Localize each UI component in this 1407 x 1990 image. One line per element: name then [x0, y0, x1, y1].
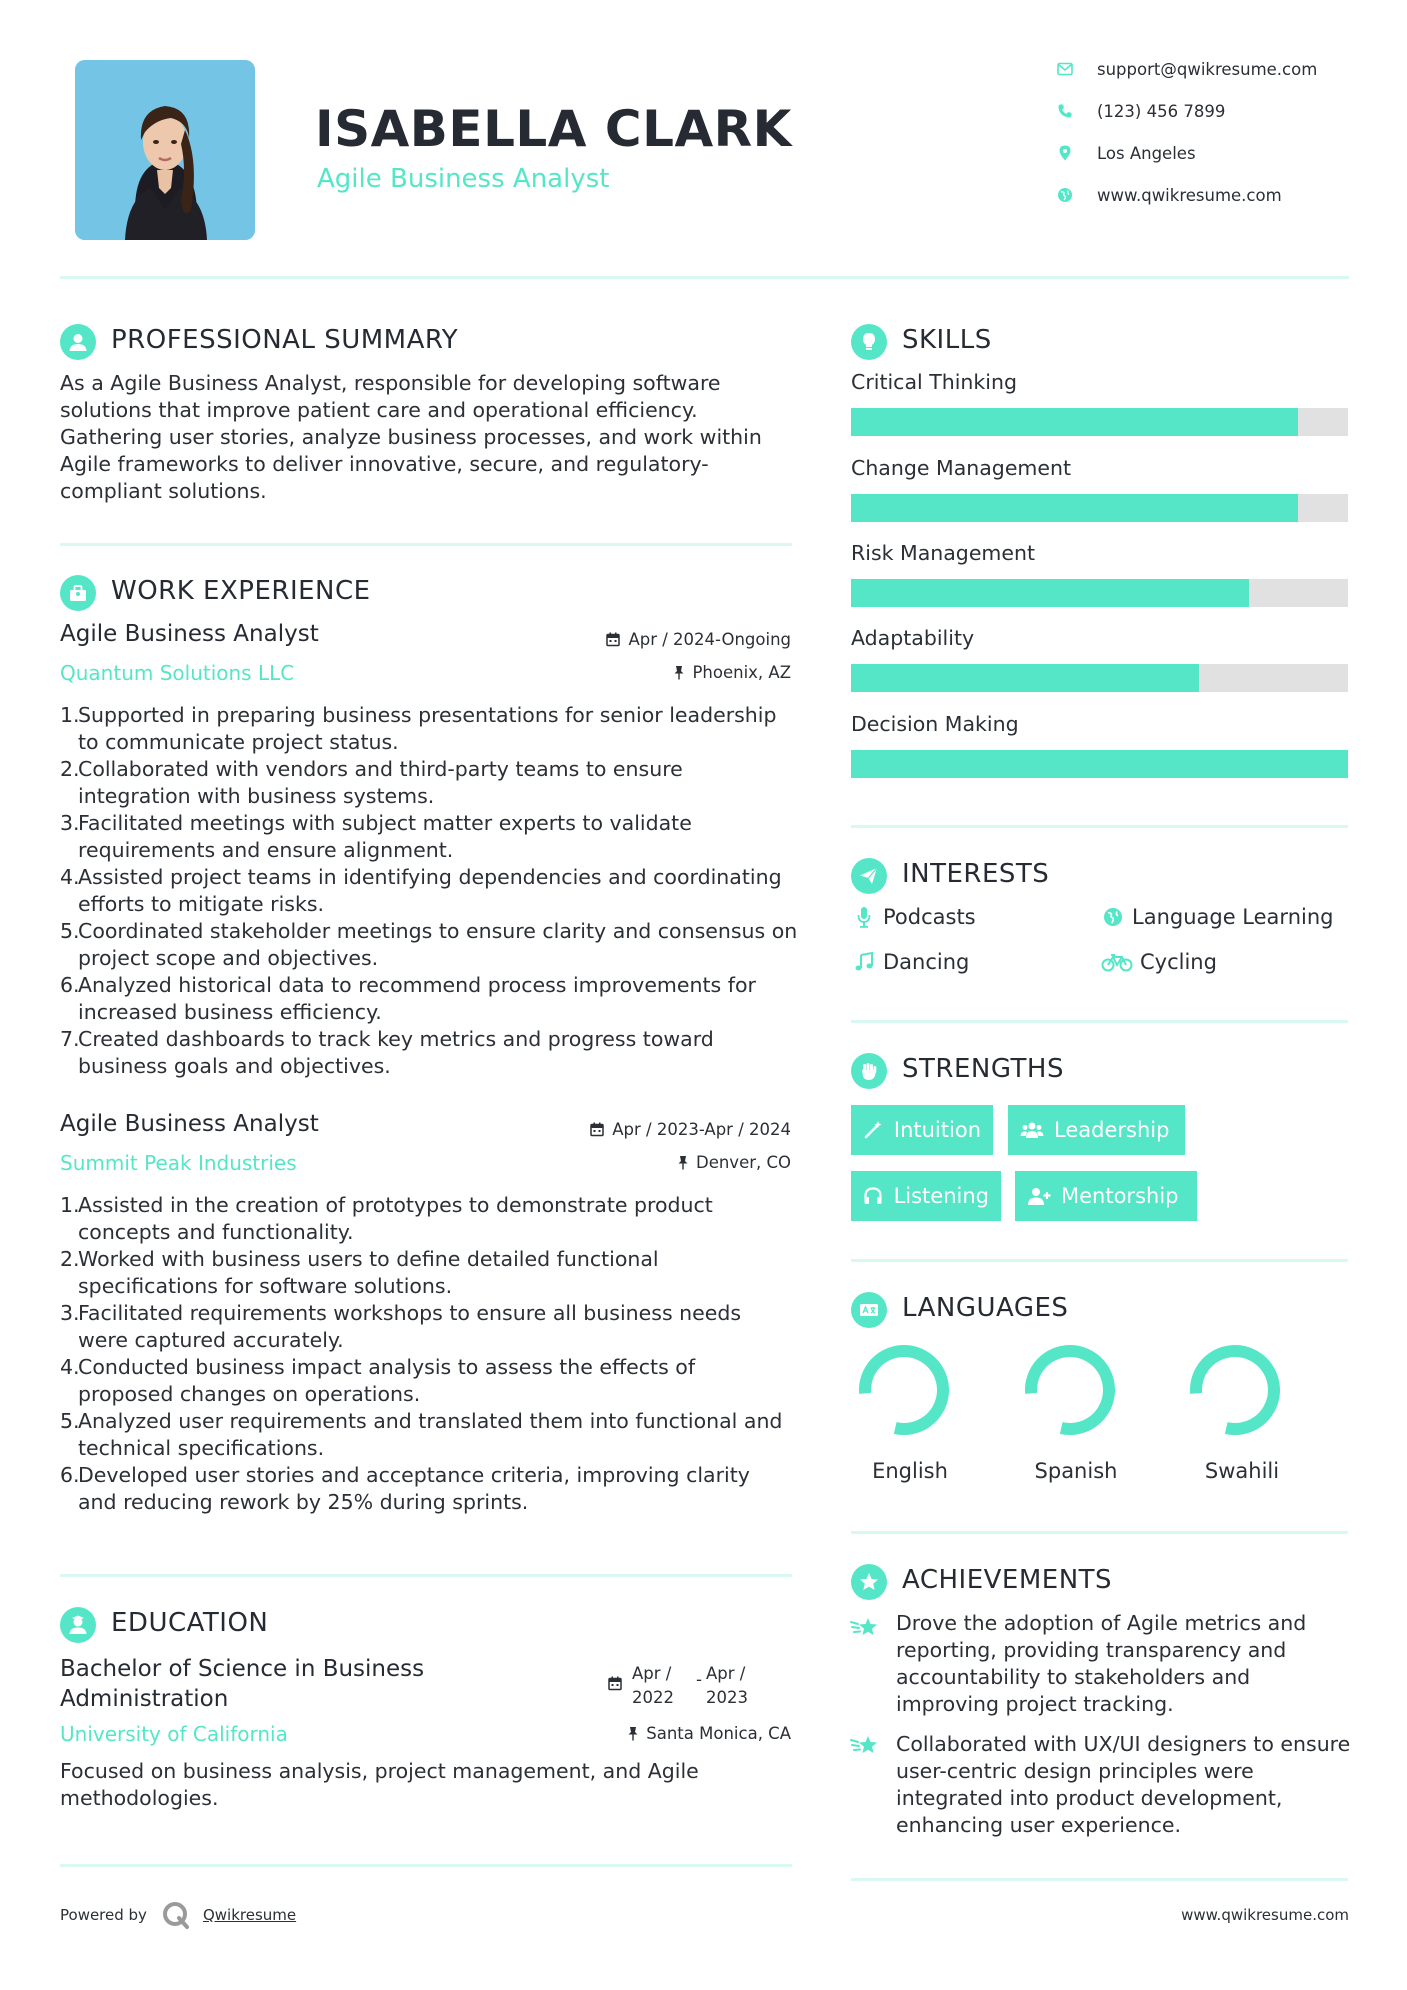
language-name-swahili: Swahili [1204, 1459, 1280, 1483]
list-item: 3. Facilitated requirements workshops to ensure all business needs were captured accurately. [60, 1301, 742, 1352]
skill-name-3: Risk Management [851, 541, 1036, 565]
skill-bar-2 [851, 494, 1348, 522]
strength-chip-mentorship [1015, 1171, 1197, 1221]
achievement-1: Drove the adoption of Agile metrics and reporting, providing transparency and accountability to stakeholders and improving project tracking. [896, 1611, 1307, 1716]
paper-plane-icon [851, 858, 887, 894]
list-item: 7. Created dashboards to track key metrics and progress toward business goals and objectives. [60, 1027, 714, 1078]
shooting-star-icon [849, 1612, 881, 1644]
education-description: Focused on business analysis, project management, and Agile methodologies. [60, 1759, 699, 1810]
candidate-name: ISABELLA CLARK [315, 100, 792, 158]
job-2-title: Agile Business Analyst [60, 1111, 319, 1137]
raised-fist-icon [851, 1053, 887, 1089]
skills-divider [851, 825, 1348, 828]
education-school: University of California [60, 1722, 288, 1746]
list-item: 6. Developed user stories and acceptance criteria, improving clarity and reducing rework by 25% during sprints. [60, 1463, 750, 1514]
job-1-bullets [60, 702, 800, 1080]
skills-heading: SKILLS [902, 325, 992, 355]
language-ring-arc [1196, 1351, 1274, 1429]
skill-bar-fill [851, 408, 1298, 436]
footer-url[interactable]: www.qwikresume.com [1181, 1906, 1349, 1924]
magic-wand-icon [863, 1118, 884, 1142]
strengths-divider [851, 1259, 1348, 1262]
calendar-icon [606, 632, 620, 647]
experience-divider [60, 1574, 792, 1577]
briefcase-icon [60, 575, 96, 611]
strength-chip-leadership [1008, 1105, 1185, 1155]
user-icon [60, 324, 96, 360]
job-1-location-text: Phoenix, AZ [692, 663, 791, 682]
skill-name-2: Change Management [851, 456, 1072, 480]
strength-label: Listening [893, 1184, 989, 1208]
language-ring-english [859, 1345, 949, 1435]
profile-photo [75, 60, 255, 240]
job-1-date [606, 630, 791, 649]
interest-label: Dancing [883, 950, 970, 974]
phone-icon [1055, 101, 1075, 121]
achievement-2: Collaborated with UX/UI designers to ensure user-centric design principles were integrated into product development, enhancing user experience. [896, 1732, 1351, 1837]
language-ring-arc [865, 1351, 943, 1429]
skill-name-5: Decision Making [851, 712, 1019, 736]
interest-label: Cycling [1140, 950, 1217, 974]
interest-dancing [851, 949, 969, 975]
contact-email[interactable] [1055, 54, 1375, 84]
job-2-date [590, 1120, 791, 1139]
list-item: 6. Analyzed historical data to recommend process improvements for increased business efficiency. [60, 973, 756, 1024]
music-note-icon [851, 949, 877, 975]
list-item: 1. Supported in preparing business presentations for senior leadership to communicate project status. [60, 703, 777, 754]
language-name-english: English [872, 1459, 948, 1483]
job-1-company: Quantum Solutions LLC [60, 661, 295, 685]
languages-heading: LANGUAGES [902, 1293, 1069, 1323]
contact-email-text: support@qwikresume.com [1097, 59, 1318, 79]
language-ring-spanish [1025, 1345, 1115, 1435]
experience-heading: WORK EXPERIENCE [111, 576, 371, 606]
candidate-role: Agile Business Analyst [317, 164, 610, 194]
list-item: 2. Collaborated with vendors and third-party teams to ensure integration with business systems. [60, 757, 683, 808]
achievements-divider [851, 1878, 1348, 1881]
globe-icon [1100, 904, 1126, 930]
contact-phone-text: (123) 456 7899 [1097, 101, 1226, 121]
user-plus-icon [1027, 1184, 1051, 1208]
list-item: 3. Facilitated meetings with subject matter experts to validate requirements and ensure alignment. [60, 811, 692, 862]
interest-label: Podcasts [883, 905, 976, 929]
calendar-icon [608, 1676, 622, 1691]
shooting-star-icon [849, 1730, 881, 1762]
skill-name-1: Critical Thinking [851, 370, 1017, 394]
language-ring-swahili [1190, 1345, 1280, 1435]
languages-divider [851, 1531, 1348, 1534]
education-location [628, 1724, 791, 1743]
contact-location [1055, 138, 1375, 168]
job-1-title: Agile Business Analyst [60, 621, 319, 647]
job-1-location [674, 663, 791, 682]
headphones-icon [863, 1184, 884, 1208]
interests-divider [851, 1020, 1348, 1023]
strength-label: Intuition [893, 1118, 981, 1142]
job-2-bullets [60, 1192, 790, 1516]
header-divider [60, 276, 1349, 279]
strength-chip-listening [851, 1171, 1001, 1221]
list-item: 1. Assisted in the creation of prototypes to demonstrate product concepts and functionality. [60, 1193, 713, 1244]
strength-label: Mentorship [1061, 1184, 1179, 1208]
powered-by-label: Powered by [60, 1906, 147, 1924]
interests-heading: INTERESTS [902, 859, 1050, 889]
education-date [608, 1662, 762, 1710]
star-badge-icon [851, 1564, 887, 1600]
list-item: 4. Conducted business impact analysis to assess the effects of proposed changes on operations. [60, 1355, 696, 1406]
contact-phone [1055, 96, 1375, 126]
summary-text: As a Agile Business Analyst, responsible for developing software solutions that improve patient care and operational efficiency. Gathering user stories, analyze business processes, and work within Agile frameworks to deliver innovative, secure, and regulatory-compliant solutions. [60, 371, 762, 503]
list-item: 5. Analyzed user requirements and translated them into functional and technical specifications. [60, 1409, 783, 1460]
graduate-icon [60, 1607, 96, 1643]
globe-icon [1055, 185, 1075, 205]
list-item: 5. Coordinated stakeholder meetings to ensure clarity and consensus on project scope and objectives. [60, 919, 798, 970]
skill-bar-4 [851, 664, 1348, 692]
education-divider [60, 1864, 792, 1867]
lightbulb-icon [851, 324, 887, 360]
job-2-date-text: Apr / 2023-Apr / 2024 [612, 1120, 791, 1139]
language-ring-arc [1031, 1351, 1109, 1429]
bicycle-icon [1100, 949, 1134, 975]
contact-location-text: Los Angeles [1097, 143, 1196, 163]
skill-bar-fill [851, 750, 1348, 778]
qwikresume-logo-icon [161, 1900, 191, 1930]
pushpin-icon [678, 1155, 688, 1170]
education-degree: Bachelor of Science in Business Administration [60, 1656, 425, 1712]
skill-bar-fill [851, 494, 1298, 522]
strengths-heading: STRENGTHS [902, 1054, 1064, 1084]
skill-bar-5 [851, 750, 1348, 778]
language-name-spanish: Spanish [1034, 1459, 1118, 1483]
users-icon [1020, 1118, 1044, 1142]
achievements-heading: ACHIEVEMENTS [902, 1565, 1113, 1595]
skill-name-4: Adaptability [851, 626, 975, 650]
contact-website[interactable] [1055, 180, 1375, 210]
interest-cycling [1100, 949, 1217, 975]
envelope-icon [1055, 59, 1075, 79]
skill-bar-1 [851, 408, 1348, 436]
skill-bar-fill [851, 579, 1249, 607]
microphone-icon [851, 904, 877, 930]
job-2-location [678, 1153, 791, 1172]
footer-powered-by [60, 1900, 296, 1930]
summary-heading: PROFESSIONAL SUMMARY [111, 325, 459, 355]
job-2-location-text: Denver, CO [695, 1153, 791, 1172]
strength-label: Leadership [1054, 1118, 1170, 1142]
interest-language-learning [1100, 904, 1333, 930]
education-date-sep: - [696, 1670, 702, 1689]
education-date-end: Apr / 2023 [705, 1664, 748, 1707]
qwikresume-link[interactable]: Qwikresume [202, 1906, 297, 1924]
language-card-icon [851, 1292, 887, 1328]
pushpin-icon [674, 665, 684, 680]
strength-chip-intuition [851, 1105, 993, 1155]
skill-bar-fill [851, 664, 1199, 692]
education-location-text: Santa Monica, CA [646, 1724, 791, 1743]
job-2-company: Summit Peak Industries [60, 1151, 297, 1175]
job-1-date-text: Apr / 2024-Ongoing [628, 630, 791, 649]
contact-website-text: www.qwikresume.com [1097, 185, 1282, 205]
skill-bar-3 [851, 579, 1348, 607]
calendar-icon [590, 1122, 604, 1137]
education-heading: EDUCATION [111, 1608, 269, 1638]
list-item: 4. Assisted project teams in identifying dependencies and coordinating efforts to mitigate risks. [60, 865, 782, 916]
interest-podcasts [851, 904, 976, 930]
education-date-start: Apr / 2022 [632, 1664, 674, 1707]
summary-divider [60, 543, 792, 546]
list-item: 2. Worked with business users to define detailed functional specifications for software solutions. [60, 1247, 659, 1298]
pushpin-icon [628, 1726, 638, 1741]
interest-label: Language Learning [1132, 905, 1334, 929]
map-pin-icon [1055, 143, 1075, 163]
